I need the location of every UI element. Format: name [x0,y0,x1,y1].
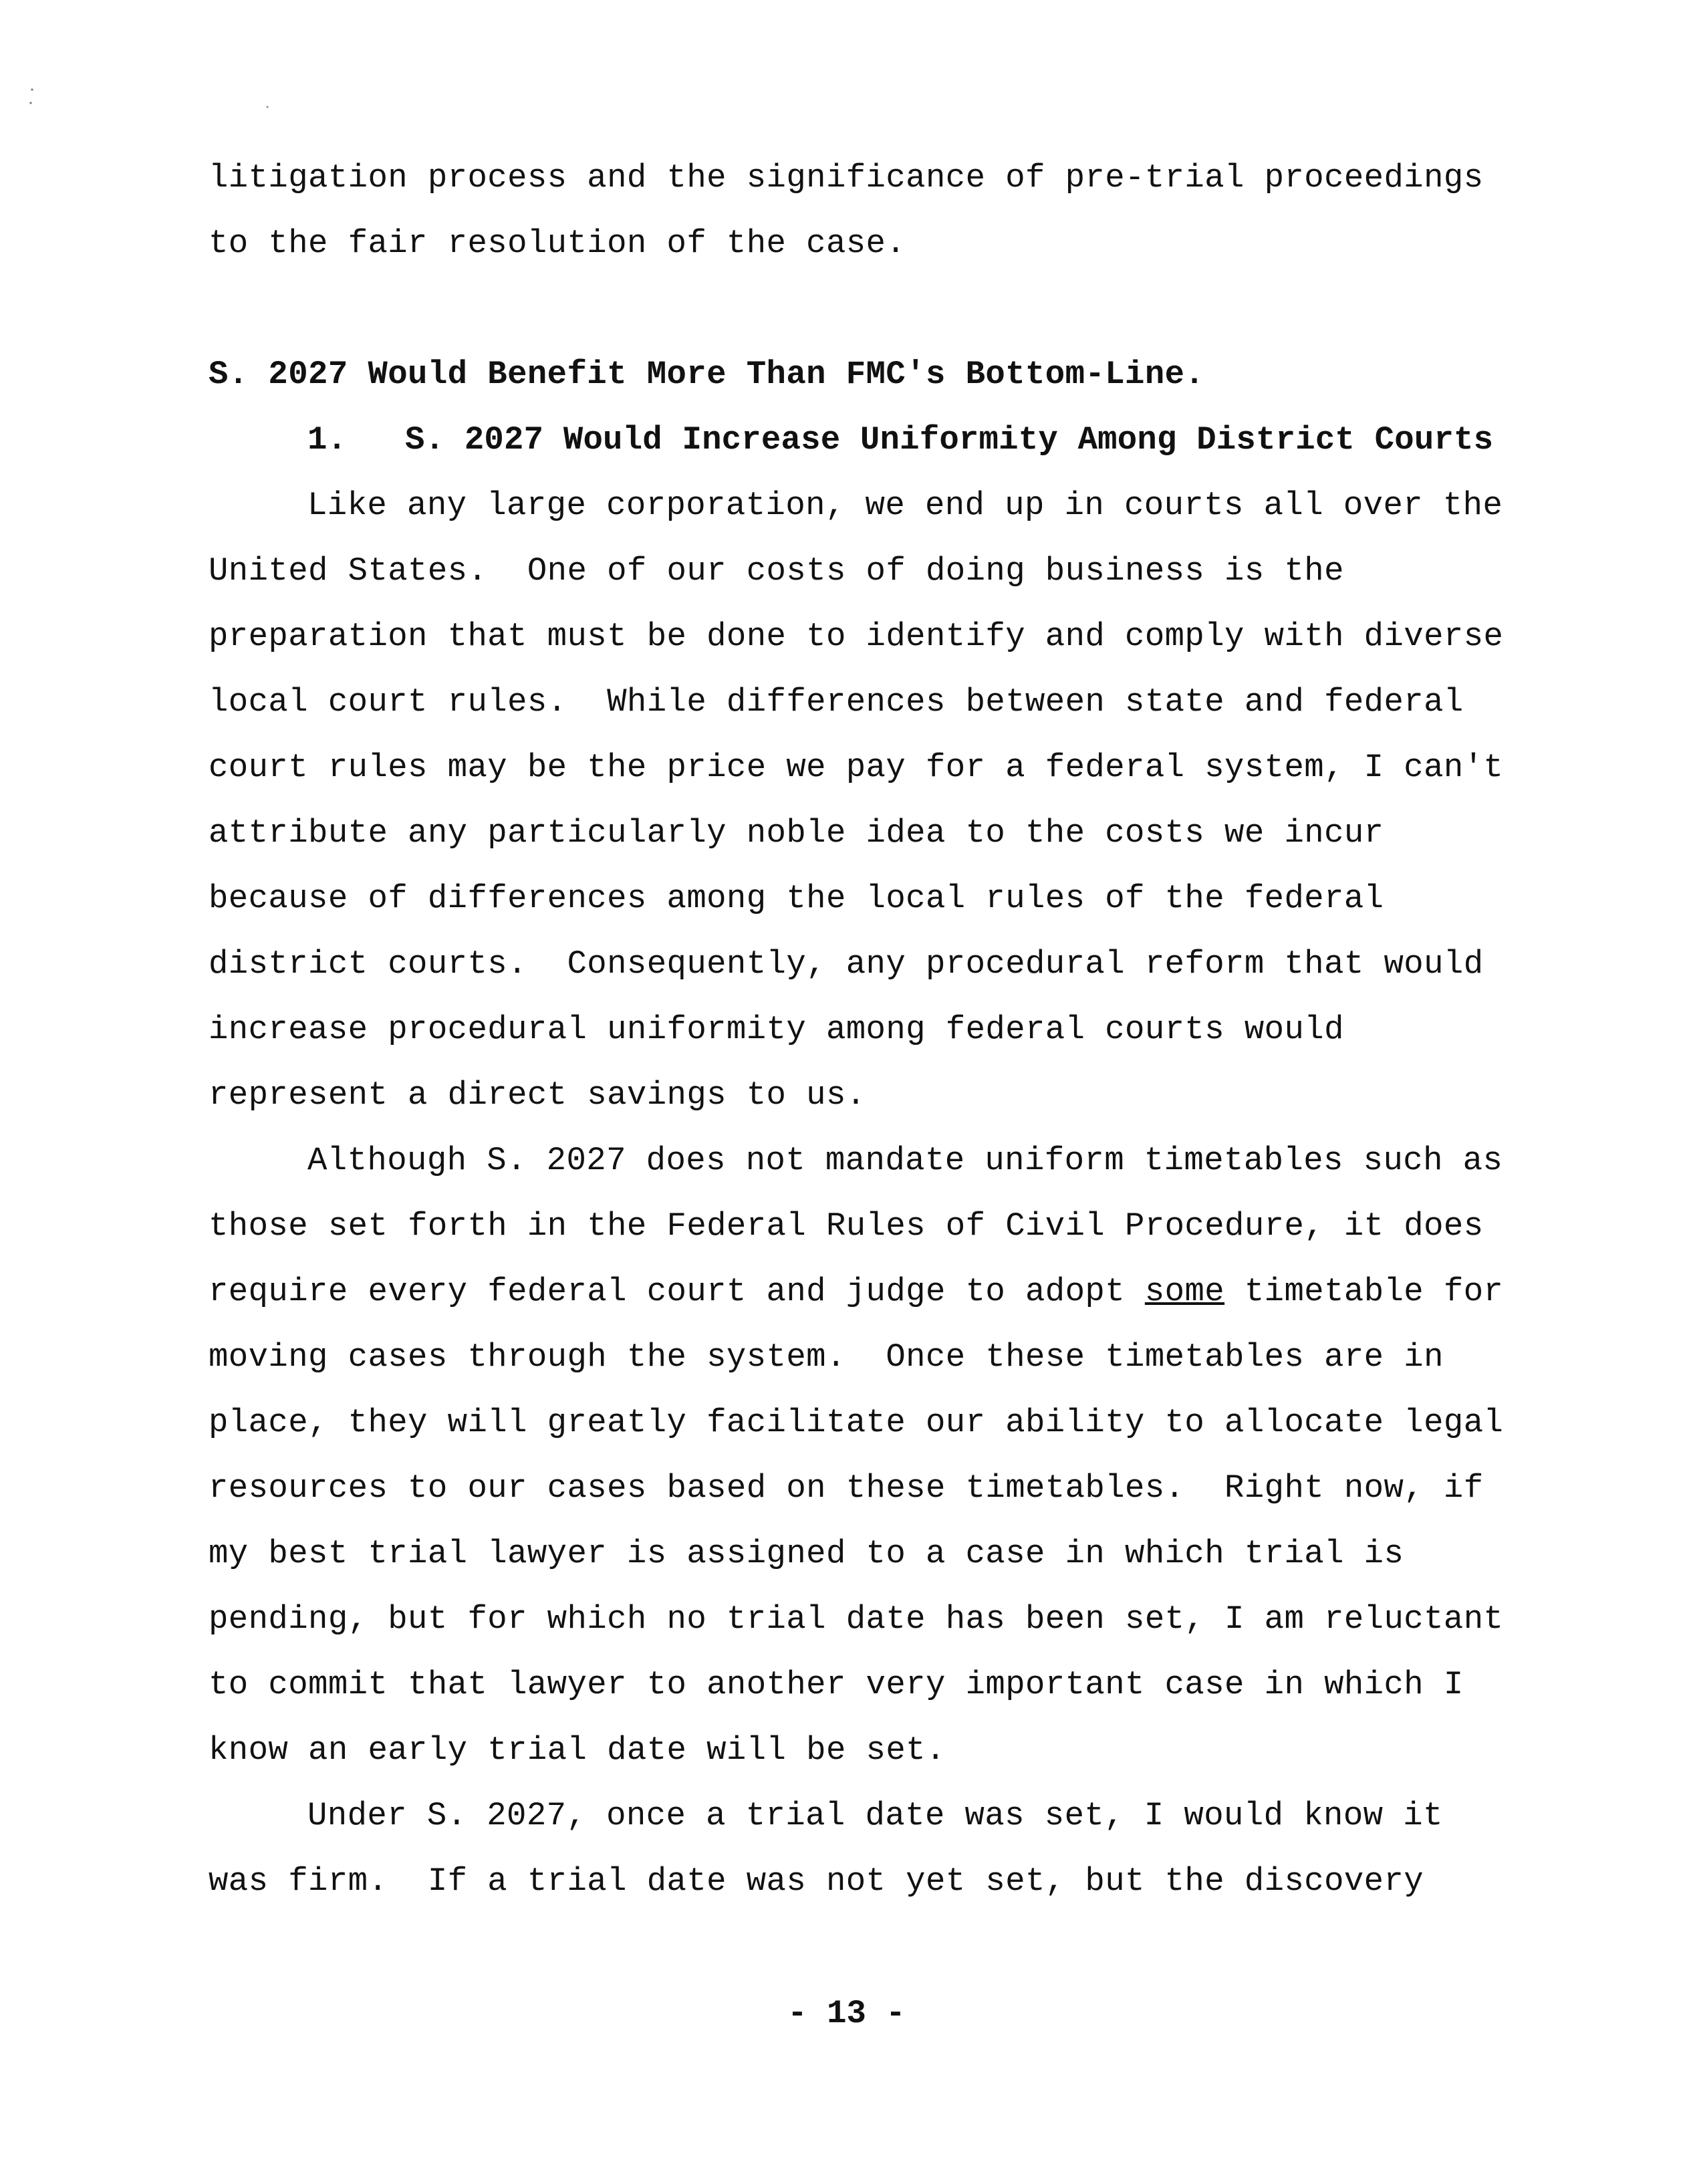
p2-line-1: Although S. 2027 does not mandate uniform timetables such as [307,1142,1503,1179]
p1-line-5: court rules may be the price we pay for a federal system, I can't [209,749,1504,786]
p2-line-3-before: require every federal court and judge to adopt [209,1273,1145,1310]
p1-line-8: district courts. Consequently, any procedural reform that would [209,945,1484,983]
intro-line-1: litigation process and the significance of pre-trial proceedings [209,159,1484,197]
p1-line-1: Like any large corporation, we end up in courts all over the [307,487,1503,524]
p2-line-9: to commit that lawyer to another very important case in which I [209,1666,1464,1703]
p2-line-3 [209,1271,1503,1312]
p2-line-8: pending, but for which no trial date has been set, I am reluctant [209,1600,1504,1638]
p2-line-4: moving cases through the system. Once these timetables are in [209,1338,1444,1376]
p2-line-2: those set forth in the Federal Rules of Civil Procedure, it does [209,1207,1484,1245]
p2-line-6: resources to our cases based on these timetables. Right now, if [209,1469,1484,1507]
p1-line-2: United States. One of our costs of doing business is the [209,552,1344,590]
subheading-number: 1. [307,421,347,459]
p2-line-3-after: timetable for [1224,1273,1504,1310]
p2-line-5: place, they will greatly facilitate our ability to allocate legal [209,1404,1504,1441]
section-heading: S. 2027 Would Benefit More Than FMC's Bottom-Line. [209,356,1205,393]
underlined-word: some [1144,1273,1225,1310]
subheading-text: S. 2027 Would Increase Uniformity Among District Courts [405,421,1494,459]
p1-line-7: because of differences among the local rules of the federal [209,880,1384,917]
page-number: - 13 - [787,1995,906,2032]
p1-line-9: increase procedural uniformity among federal courts would [209,1011,1344,1048]
p1-line-4: local court rules. While differences between state and federal [209,683,1464,721]
intro-line-2: to the fair resolution of the case. [209,225,906,262]
p3-line-1: Under S. 2027, once a trial date was set, I would know it [307,1797,1443,1834]
p3-line-2: was firm. If a trial date was not yet set, but the discovery [209,1862,1424,1900]
p1-line-10: represent a direct savings to us. [209,1076,866,1114]
p1-line-3: preparation that must be done to identify and comply with diverse [209,618,1504,655]
p2-line-7: my best trial lawyer is assigned to a case in which trial is [209,1535,1404,1572]
p2-line-10: know an early trial date will be set. [209,1731,946,1769]
scan-specks [27,80,294,120]
p1-line-6: attribute any particularly noble idea to the costs we incur [209,814,1384,852]
